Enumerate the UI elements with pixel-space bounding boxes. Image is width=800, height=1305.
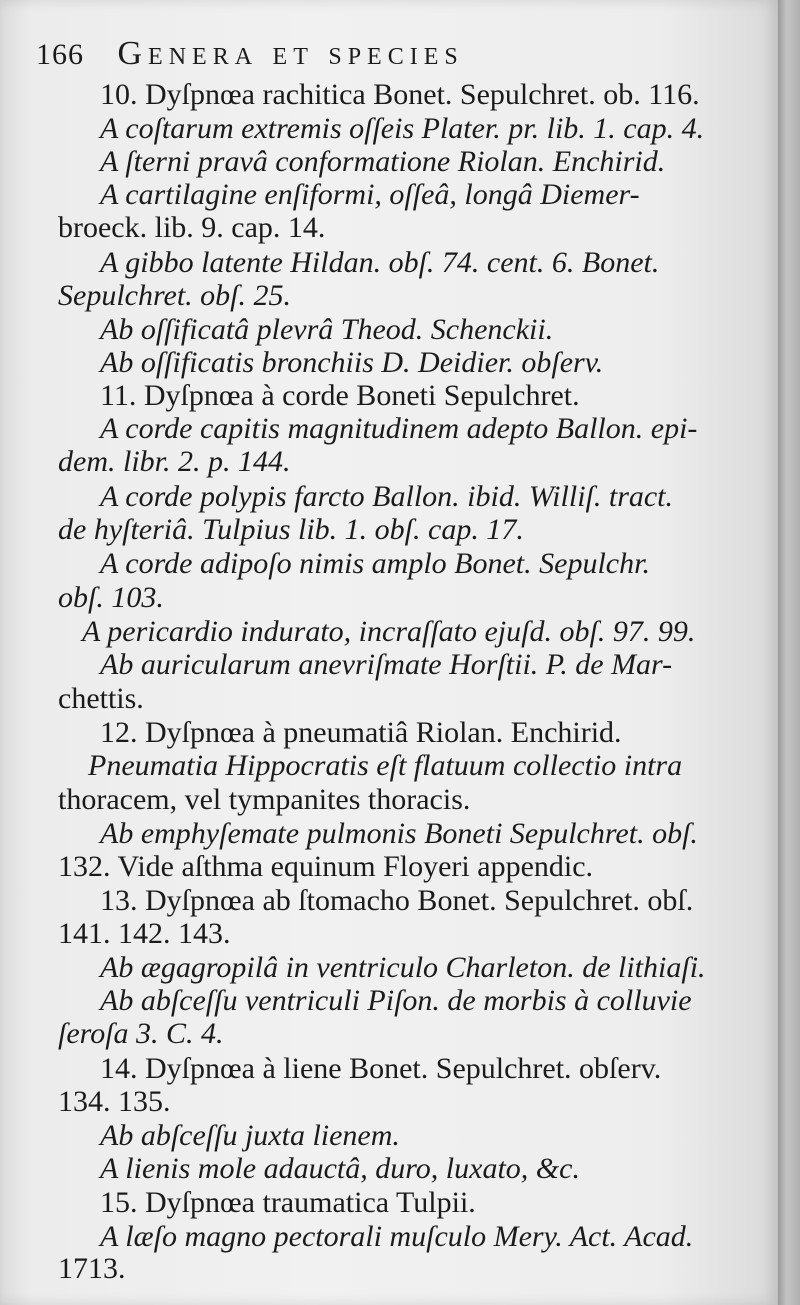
text-line: Pneumatia Hippocratis eſt flatuum collectio intra — [88, 749, 683, 782]
text-line: chettis. — [58, 682, 144, 715]
text-line: A corde polypis farcto Ballon. ibid. Williſ. tract. — [100, 480, 674, 513]
text-line: Ab abſceſſu juxta lienem. — [100, 1119, 400, 1152]
text-line: A cartilagine enſiformi, oſſeâ, longâ Diemer- — [100, 178, 640, 211]
text-line: de hyſteriâ. Tulpius lib. 1. obſ. cap. 17. — [58, 513, 524, 546]
text-line: 134. 135. — [58, 1085, 171, 1118]
text-line: A gibbo latente Hildan. obſ. 74. cent. 6. Bonet. — [100, 246, 660, 279]
text-line: A coſtarum extremis oſſeis Plater. pr. lib. 1. cap. 4. — [100, 112, 705, 145]
text-line: Ab abſceſſu ventriculi Piſon. de morbis à colluvie — [100, 984, 692, 1017]
page-edge — [778, 0, 800, 1305]
text-line: Ab oſſificatâ plevrâ Theod. Schenckii. — [100, 313, 554, 346]
text-line: 15. Dyſpnœa traumatica Tulpii. — [100, 1186, 476, 1219]
text-line: A corde adipoſo nimis amplo Bonet. Sepulchr. — [100, 547, 650, 580]
text-line: A læſo magno pectorali muſculo Mery. Act. Acad. — [100, 1220, 694, 1253]
text-line: dem. libr. 2. p. 144. — [58, 445, 291, 478]
text-line: A pericardio indurato, incraſſato ejuſd. obſ. 97. 99. — [82, 615, 696, 648]
running-header — [36, 30, 636, 78]
text-line: Ab emphyſemate pulmonis Boneti Sepulchret. obſ. — [100, 817, 698, 850]
text-line: thoracem, vel tympanites thoracis. — [58, 783, 471, 816]
text-line: 14. Dyſpnœa à liene Bonet. Sepulchret. obſerv. — [100, 1052, 662, 1085]
text-line: A lienis mole adauctâ, duro, luxato, &c. — [100, 1152, 580, 1185]
text-line: obſ. 103. — [58, 581, 164, 614]
text-line: Ab auricularum anevriſmate Horſtii. P. de Mar- — [100, 648, 673, 681]
text-line: A corde capitis magnitudinem adepto Ballon. epi- — [100, 412, 698, 445]
text-line: A ſterni pravâ conformatione Riolan. Enchirid. — [100, 145, 666, 178]
running-title: Genera et species — [117, 35, 464, 72]
text-line: Ab oſſificatis bronchiis D. Deidier. obſerv. — [100, 346, 604, 379]
text-line: 11. Dyſpnœa à corde Boneti Sepulchret. — [100, 379, 580, 412]
text-line: 10. Dyſpnœa rachitica Bonet. Sepulchret. ob. 116. — [100, 78, 700, 111]
text-line: Ab ægagropilâ in ventriculo Charleton. de lithiaſi. — [100, 951, 706, 984]
text-line: 1713. — [58, 1252, 126, 1285]
text-line: ſeroſa 3. C. 4. — [58, 1017, 224, 1050]
text-line: 141. 142. 143. — [58, 917, 231, 950]
text-line: broeck. lib. 9. cap. 14. — [58, 211, 326, 244]
text-line: Sepulchret. obſ. 25. — [58, 279, 292, 312]
text-line: 13. Dyſpnœa ab ſtomacho Bonet. Sepulchret. obſ. — [100, 884, 694, 917]
text-line: 132. Vide aſthma equinum Floyeri appendic. — [58, 850, 594, 883]
text-line: 12. Dyſpnœa à pneumatiâ Riolan. Enchirid. — [100, 716, 622, 749]
page-number: 166 — [36, 38, 84, 71]
